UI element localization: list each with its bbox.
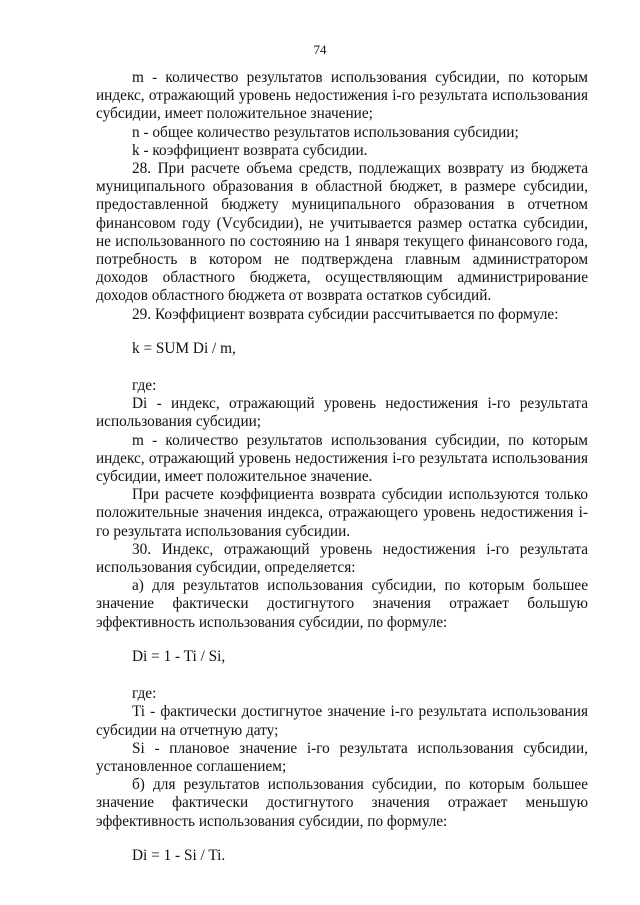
paragraph-positive-values: При расчете коэффициента возврата субсидии используются только положительные значения индекса, отражающего уровень недостижения i-го результата использования субсидии. — [96, 486, 588, 540]
paragraph-n-definition: n - общее количество результатов использования субсидии; — [132, 123, 519, 141]
paragraph-m-definition: m - количество результатов использования субсидии, по которым индекс, отражающий уровень недостижения i-го результата использования субсидии, имеет положительное значение; — [96, 69, 588, 123]
where-label-2: где: — [132, 685, 157, 703]
document-body — [96, 69, 588, 865]
formula-k: k = SUM Di / m, — [132, 339, 236, 357]
formula-di-b: Di = 1 - Si / Ti. — [132, 846, 226, 864]
paragraph-m-definition-2: m - количество результатов использования субсидии, по которым индекс, отражающий уровень недостижения i-го результата использования субсидии, имеет положительное значение. — [96, 431, 588, 486]
paragraph-30a: а) для результатов использования субсидии, по которым большее значение фактически достигнутого значения отражает большую эффективность использования субсидии, по формуле: — [96, 577, 588, 631]
paragraph-28: 28. При расчете объема средств, подлежащих возврату из бюджета муниципального образования в областной бюджет, в размере субсидии, предоставленной бюджету муниципального образования в отчетном финансовом году (Vсубсидии), не учитывается размер остатка субсидии, не использованного по состоянию на 1 января текущего финансового года, потребность в котором не подтверждена главным администратором доходов областного бюджета, осуществляющим администрирование доходов областного бюджета от возврата остатков субсидий. — [96, 160, 588, 305]
paragraph-k-definition: k - коэффициент возврата субсидии. — [132, 141, 368, 159]
paragraph-di-definition: Di - индекс, отражающий уровень недостижения i-го результата использования субсидии; — [96, 395, 588, 431]
formula-di-a: Di = 1 - Ti / Si, — [132, 647, 226, 665]
paragraph-30b: б) для результатов использования субсидии, по которым большее значение фактически достигнутого значения отражает меньшую эффективность использования субсидии, по формуле: — [96, 776, 588, 830]
page-number: 74 — [313, 42, 327, 57]
paragraph-ti-definition: Ti - фактически достигнутое значение i-го результата использования субсидии на отчетную дату; — [96, 703, 588, 739]
paragraph-29: 29. Коэффициент возврата субсидии рассчитывается по формуле: — [132, 305, 559, 323]
where-label: где: — [132, 377, 157, 395]
paragraph-si-definition: Si - плановое значение i-го результата использования субсидии, установленное соглашением; — [96, 739, 588, 775]
paragraph-30: 30. Индекс, отражающий уровень недостижения i-го результата использования субсидии, определяется: — [96, 540, 588, 577]
